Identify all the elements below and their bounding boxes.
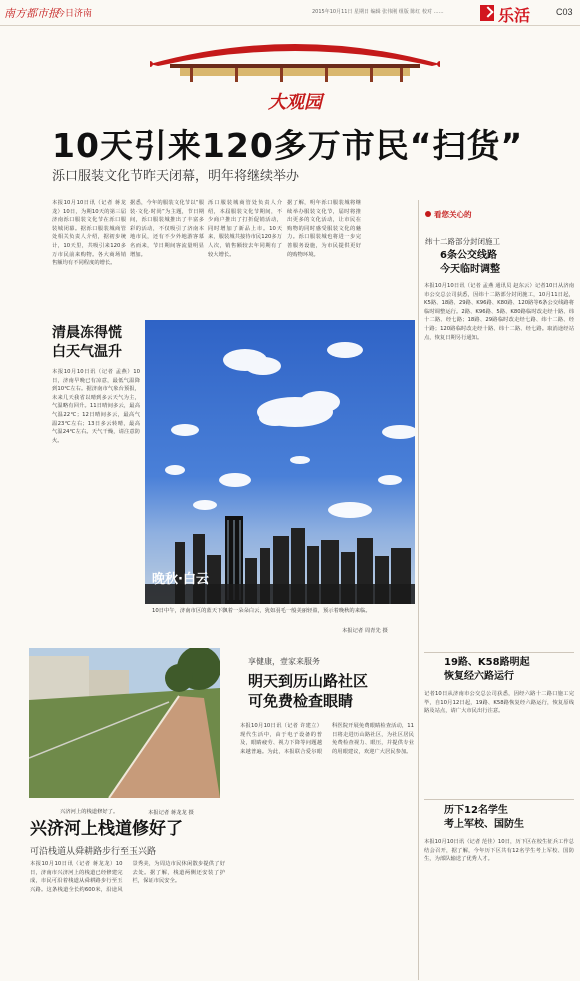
newspaper-logo: 南方都市报 [4, 7, 59, 20]
masthead [0, 0, 580, 26]
bus-title-line-2: 恢复经六路运行 [444, 671, 514, 682]
column-logo: 大观园 [268, 92, 322, 113]
sidebar-title-line-1: 6条公交线路 [440, 250, 497, 261]
bus-body: 记者10日从济南市公交总公司获悉，因经六路十二路口施工完毕，自10月12日起，19路、K58路恢复经六路运行，恢复原线路及站点，请广大市民出行注意。 [424, 691, 574, 715]
main-story-col-1: 本报10月10日讯（记者 蒋龙龙）10日，为期10天的第三届济南泺口服装文化节在泺口服装城闭幕。据泺口服装城商管处相关负责人介绍，据初步统计，10天里，共吸引来120多万市民前来购物。各大商场销售额均有不同程度的增长。 [52, 200, 126, 267]
health-kicker: 享健康，壹家来服务 [248, 657, 320, 666]
sidebar-divider [418, 200, 419, 980]
boardwalk-photo-caption: 兴济河上的栈道修好了。 [60, 809, 119, 815]
trail-subheadline: 可沿栈道从舜耕路步行至玉兴路 [30, 847, 157, 857]
photo-credit: 本报记者 周青先 摄 [342, 628, 388, 634]
sidebar-label: 纬十二路部分封闭施工 [425, 237, 500, 246]
sky-photo-art [145, 320, 415, 604]
photo-caption: 10日中午，济南市区的蓝天下飘着一朵朵白云，犹如羽毛一般美丽轻盈，预示着晚秋的来临。 [152, 608, 371, 614]
health-body: 本报10月10日讯（记者 许建立）现代生活中，由于电子设备的普及，眼睛疲劳、视力下降等问题越来越普遍。为此，本报联合爱尔眼科医院开展免费眼睛检查活动，11日将走进历山路社区，为社区居民免费检查视力、眼压，并提供专业的用眼建议，欢迎广大居民参加。 [240, 723, 414, 755]
main-headline: 10天引来120多万市民“扫货” [52, 126, 524, 165]
sky-photo [145, 320, 415, 604]
photo-title: 晚秋·白云 [152, 572, 209, 587]
main-subheadline: 泺口服装文化节昨天闭幕，明年将继续举办 [52, 169, 300, 184]
main-story-col-4: 据了解，明年泺口服装城将继续举办服装文化节，届时将推出更多的文化活动，让市民在购物的同时感受服装文化的魅力。泺口服装城也将进一步完善服务设施，为市民提供更好的购物环境。 [287, 200, 361, 258]
bus-title-line-1: 19路、K58路明起 [444, 657, 530, 668]
weather-title-line-1: 清晨冻得慌 [52, 325, 122, 341]
student-title-line-1: 历下12名学生 [444, 805, 508, 816]
trail-body: 本报10月10日讯（记者 蒋龙龙）10日，济南市兴济河上的栈道已经修建完成，市民可沿着栈道从舜耕路步行至玉兴路。这条栈道全长约600米，沿途风景秀美，为周边市民休闲散步提供了好去处。据了解，栈道两侧还安装了护栏，保证市民安全。 [30, 861, 225, 893]
boardwalk-photo-art [29, 648, 220, 798]
health-title-line-2: 可免费检查眼睛 [248, 692, 354, 710]
sidebar-title-line-2: 今天临时调整 [440, 264, 500, 275]
section-title: 乐活 [498, 6, 531, 25]
section-badge [480, 2, 550, 24]
health-title-line-1: 明天到历山路社区 [248, 672, 369, 690]
section-mark-icon [480, 5, 494, 21]
sidebar-kicker: 看您关心的 [425, 209, 472, 220]
student-title-line-2: 考上军校、国防生 [444, 819, 524, 830]
boardwalk-photo-credit: 本报记者 蒋龙龙 摄 [148, 810, 194, 816]
sidebar-body: 本报10月10日讯（记者 孟燕 通讯员 赵东云）记者10日从济南市公交总公司获悉，因纬十二路部分封闭施工，10月11日起，K5路、18路、29路、K96路、K80路、120路等6条公交线路将临时调整运行。2路、K96路、5路、K80路临时改走经十路、纬十二路、经七路；18路、29路临时改走经七路、纬十二路、经十路；120路临时改走经十路、纬十二路、经七路。取消途经站点，恢复日期另行通知。 [424, 283, 574, 341]
main-story-col-3: 泺口服装城商管处负责人介绍，本届服装文化节期间，不少商户推出了打折促销活动，同时增加了新品上市。10天来，服装城共接待市民120多万人次，销售额较去年同期有了较大增长。 [208, 200, 282, 258]
issue-meta: 2015年10月11日 星期日 编辑 张伟刚 组版 陈红 校对 …… [312, 9, 444, 15]
sidebar-rule-2 [424, 799, 574, 800]
weather-body: 本报10月10日讯（记者 孟燕）10日，济南早晚已有凉意，最低气温降到10℃左右。据济南市气象台预报，未来几天我省以晴到多云天气为主，气温略有回升。11日晴间多云，最高气温22℃；12日晴间多云，最高气温23℃左右；13日多云转晴，最高气温24℃左右。天气干燥，请注意防火。 [52, 369, 140, 444]
sidebar-rule-1 [424, 652, 574, 653]
main-story-col-2: 据悉，今年的服装文化节以“服装·文化·时尚”为主题，节日期间，泺口服装城推出了丰富多彩的活动，不仅吸引了济南本地市民，还有不少外地游客慕名而来，节日期间客流量明显增加。 [130, 200, 204, 258]
trail-headline: 兴济河上栈道修好了 [30, 819, 183, 839]
pavilion-roof-decoration [150, 34, 440, 84]
page-number: C03 [556, 7, 573, 17]
boardwalk-photo [29, 648, 220, 798]
student-body: 本报10月10日讯（记者 范佳）10日，历下区在校生征兵工作总结会召开，据了解，今年历下区共有12名学生考上军校、国防生，为部队输送了优秀人才。 [424, 839, 574, 863]
paper-name: 今日济南 [56, 9, 93, 19]
weather-title-line-2: 白天气温升 [52, 344, 122, 360]
